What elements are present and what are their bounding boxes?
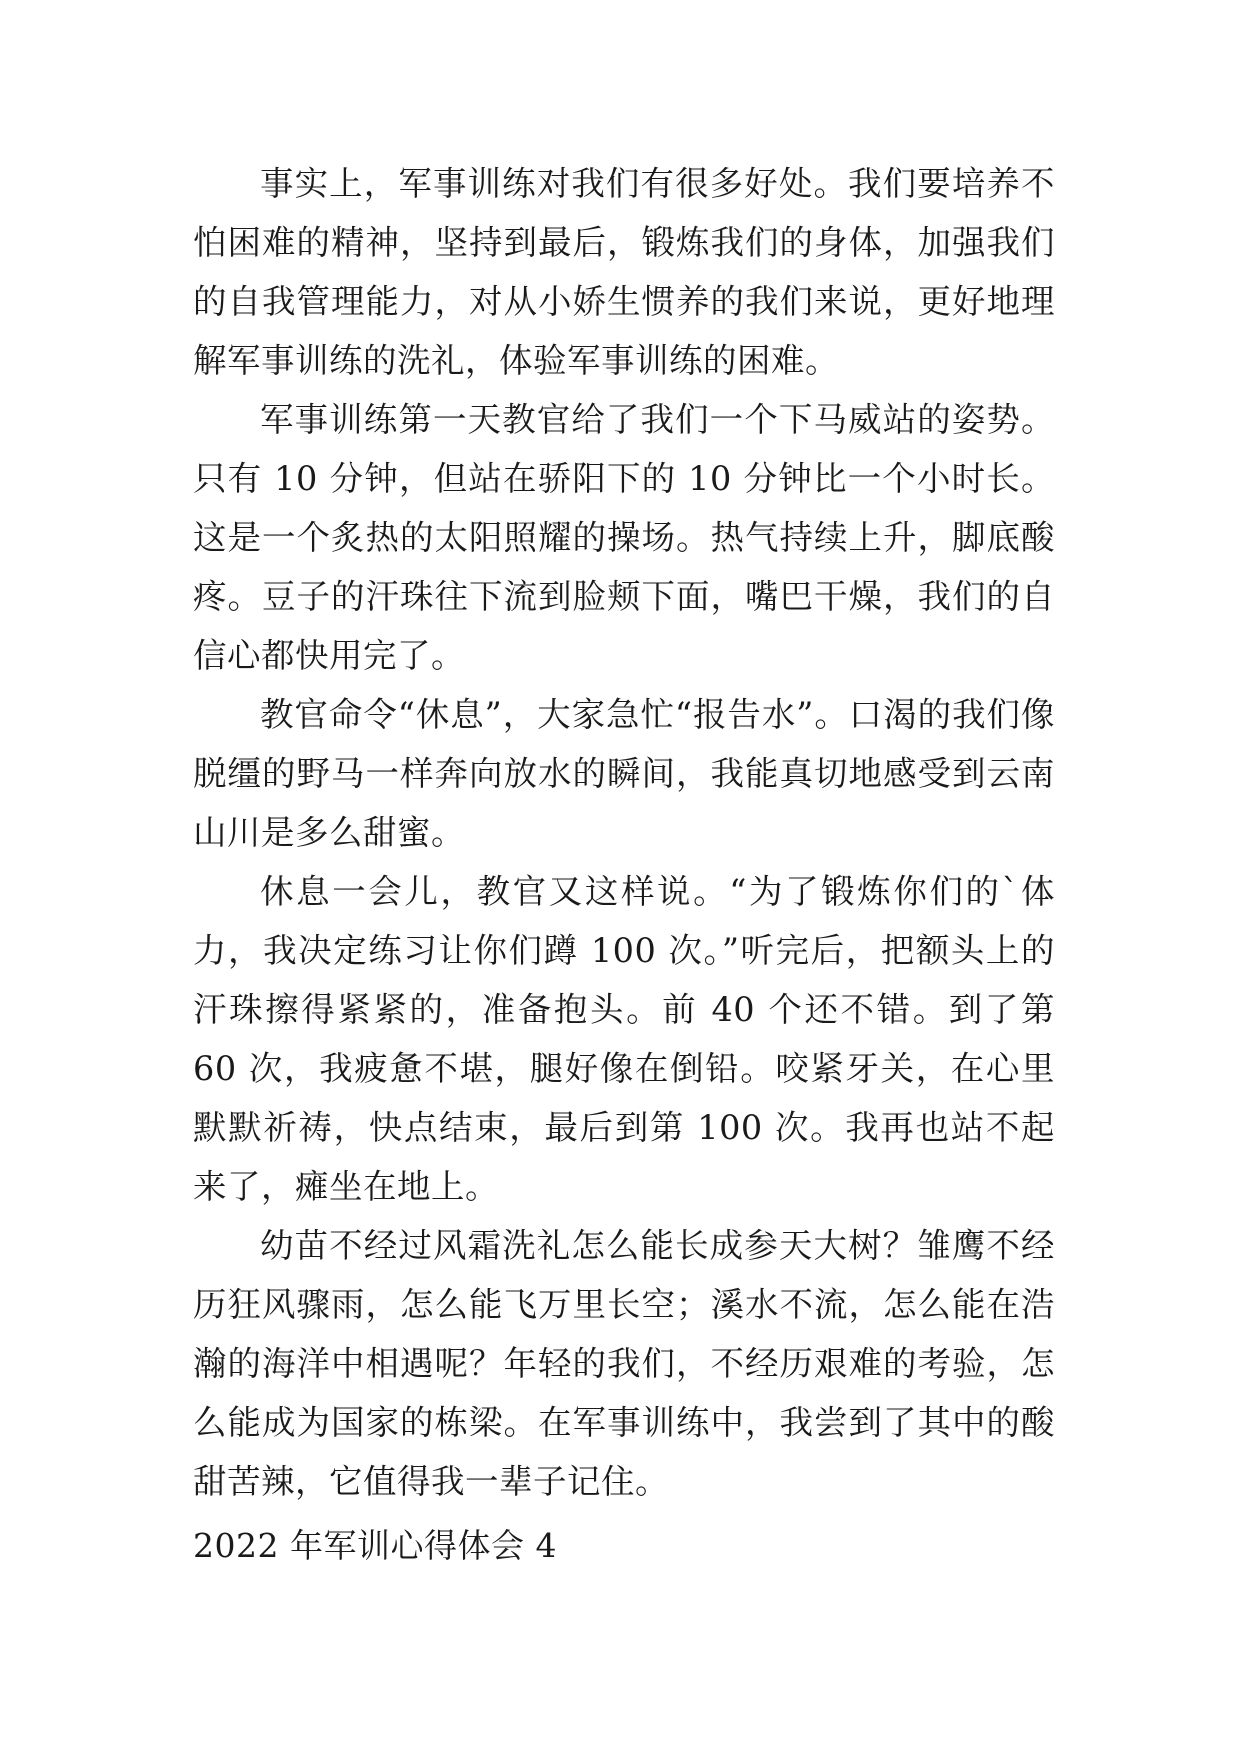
paragraph-1: 事实上，军事训练对我们有很多好处。我们要培养不怕困难的精神，坚持到最后，锻炼我们的身体，加强我们的自我管理能力，对从小娇生惯养的我们来说，更好地理解军事训练的洗礼，体验军事训练的困难。 (193, 164, 1055, 380)
body-text (193, 154, 1067, 1511)
paragraph-4: 休息一会儿，教官又这样说。“为了锻炼你们的`体力，我决定练习让你们蹲 100 次。”听完后，把额头上的汗珠擦得紧紧的，准备抱头。前 40 个还不错。到了第 60 次，我疲惫不堪，腿好像在倒铅。咬紧牙关，在心里默默祈祷，快点结束，最后到第 100 次。我再也站不起来了，瘫坐在地上。 (193, 872, 1067, 1206)
section-heading: 2022 年军训心得体会 4 (193, 1526, 557, 1565)
paragraph-5: 幼苗不经过风霜洗礼怎么能长成参天大树？雏鹰不经历狂风骤雨，怎么能飞万里长空；溪水不流，怎么能在浩瀚的海洋中相遇呢？年轻的我们，不经历艰难的考验，怎么能成为国家的栋梁。在军事训练中，我尝到了其中的酸甜苦辣，它值得我一辈子记住。 (193, 1226, 1055, 1501)
paragraph-3: 教官命令“休息”，大家急忙“报告水”。口渴的我们像脱缰的野马一样奔向放水的瞬间，我能真切地感受到云南山川是多么甜蜜。 (193, 695, 1055, 852)
paragraph-2: 军事训练第一天教官给了我们一个下马威站的姿势。只有 10 分钟，但站在骄阳下的 10 分钟比一个小时长。这是一个炙热的太阳照耀的操场。热气持续上升，脚底酸疼。豆子的汗珠往下流到脸颊下面，嘴巴干燥，我们的自信心都快用完了。 (193, 400, 1055, 675)
